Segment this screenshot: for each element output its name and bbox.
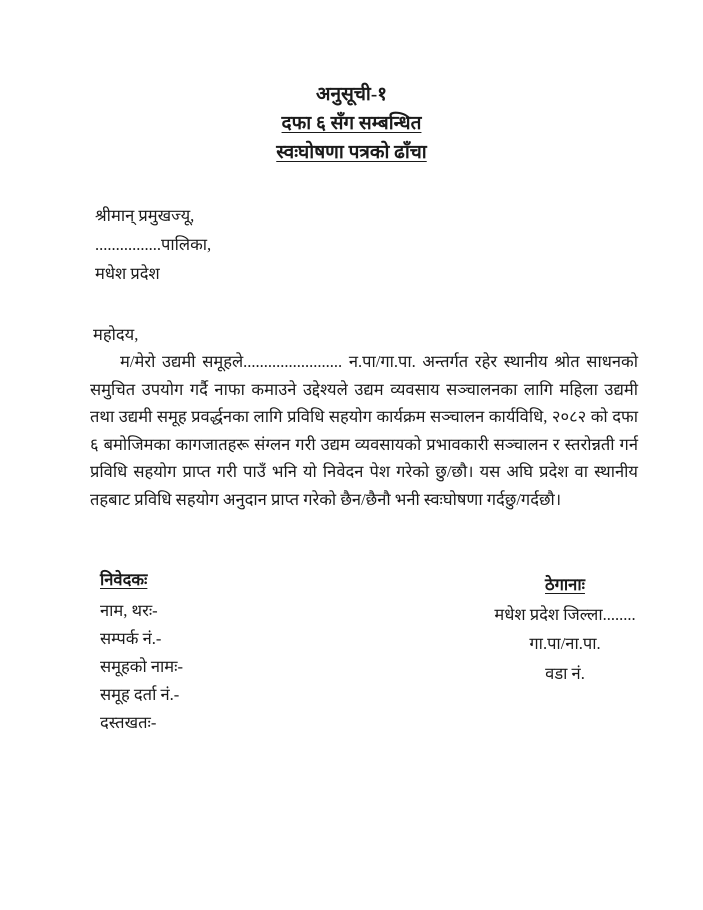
applicant-name-field-label: नाम, थरः-: [100, 601, 158, 620]
applicant-group-name-field-label: समूहको नामः-: [100, 657, 183, 676]
section-reference-title: दफा ६ सँग सम्बन्धित: [281, 113, 422, 134]
recipient-municipality-line: ................पालिका,: [95, 235, 212, 254]
address-ward-line: वडा नं.: [545, 663, 585, 683]
self-declaration-format-title: स्वःघोषणा पत्रको ढाँचा: [276, 142, 427, 163]
recipient-salutation-line: श्रीमान् प्रमुखज्यू,: [95, 206, 195, 225]
letter-body-paragraph: म/मेरो उद्यमी समूहले........................ न.पा/गा.पा. अन्तर्गत रहेर स्थानीय श्रोत साधनको समुचित उपयोग गर्दै नाफा कमाउने उद्देश्यले उद्यम व्यवसाय सञ्चालनका लागि महिला उद्यमी तथा उद्यमी समूह प्रवर्द्धनका लागि प्रविधि सहयोग कार्यक्रम सञ्चालन कार्यविधि, २०८२ को दफा ६ बमोजिमका कागजातहरू संग्लन गरी उद्यम व्यवसायको प्रभावकारी सञ्चालन र स्तरोन्नती गर्न प्रविधि सहयोग प्राप्त गरी पाउँ भनि यो निवेदन पेश गरेको छु/छौ। यस अघि प्रदेश वा स्थानीय तहबाट प्रविधि सहयोग अनुदान प्राप्त गरेको छैन/छैनौ भनी स्वःघोषणा गर्दछु/गर्दछौ।: [90, 352, 638, 509]
applicant-group-registration-field-label: समूह दर्ता नं.-: [100, 685, 180, 704]
letter-salutation: महोदय,: [93, 325, 139, 344]
address-municipality-line: गा.पा/ना.पा.: [529, 634, 601, 653]
applicant-heading: निवेदकः: [100, 570, 148, 589]
recipient-block: [95, 201, 211, 288]
applicant-contact-field-label: सम्पर्क नं.-: [100, 629, 162, 648]
applicant-block: [100, 566, 183, 737]
address-heading: ठेगानाः: [545, 575, 585, 594]
annexure-title: अनुसूची-१: [315, 84, 388, 105]
address-block: [478, 570, 652, 688]
recipient-province-line: मधेश प्रदेश: [95, 264, 160, 283]
document-title-block: [0, 80, 703, 167]
address-province-district-line: मधेश प्रदेश जिल्ला........: [494, 604, 636, 624]
applicant-signature-field-label: दस्तखतः-: [100, 713, 157, 732]
